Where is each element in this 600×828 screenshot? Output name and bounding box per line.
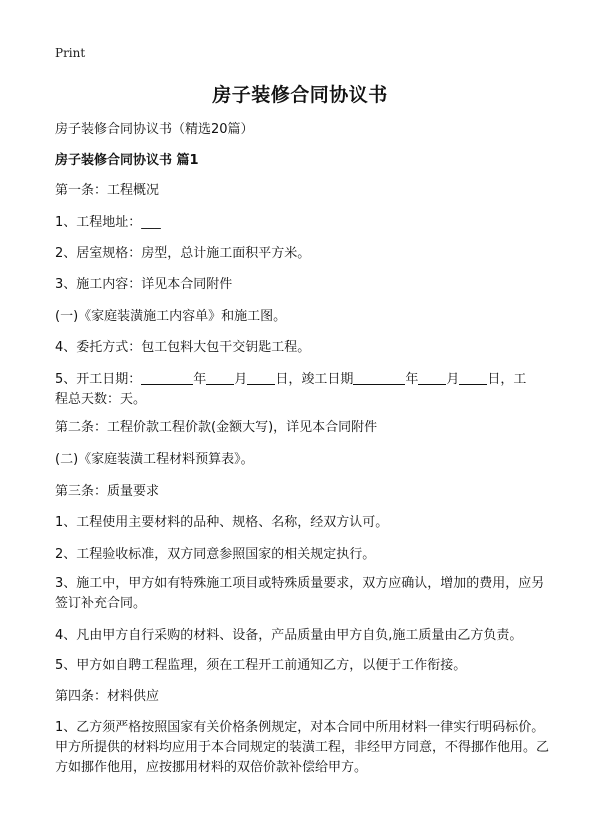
article-3-item-5: 5、甲方如自聘工程监理，须在工程开工前通知乙方，以便于工作衔接。 [55, 658, 467, 673]
article-1-item-2: 2、居室规格：房型，总计施工面积平方米。 [55, 246, 311, 261]
article-4-title: 第四条：材料供应 [55, 689, 160, 704]
day-end-label: 日，竣工日期 [275, 372, 354, 387]
article-1-item-4: 4、委托方式：包工包料大包干交钥匙工程。 [55, 340, 311, 355]
article-3-item-2: 2、工程验收标准，双方同意参照国家的相关规定执行。 [55, 547, 376, 562]
article-1-item-3-sub: (一)《家庭装潢施工内容单》和施工图。 [55, 309, 287, 324]
article-3-item-3: 3、施工中，甲方如有特殊施工项目或特殊质量要求，双方应确认，增加的费用，应另签订补充合同。 [55, 576, 545, 611]
year-label-2: 年 [405, 372, 419, 387]
blank-line [459, 370, 487, 385]
blank-line [418, 370, 446, 385]
article-1-item-1: 1、工程地址：___ [55, 215, 161, 230]
article-1-item-5 [55, 370, 550, 390]
month-label-2: 月 [446, 372, 460, 387]
document-title: 房子装修合同协议书 [212, 84, 388, 106]
blank-line [141, 370, 193, 385]
article-1-item-3: 3、施工内容：详见本合同附件 [55, 277, 233, 292]
article-3-item-1: 1、工程使用主要材料的品种、规格、名称，经双方认可。 [55, 515, 389, 530]
blank-line [353, 370, 405, 385]
item-5-start-label: 5、开工日期： [55, 372, 142, 387]
article-2-title: 第二条：工程价款工程价款(金额大写)，详见本合同附件 [55, 420, 378, 435]
article-3-item-4: 4、凡由甲方自行采购的材料、设备，产品质量由甲方自负,施工质量由乙方负责。 [55, 628, 523, 643]
article-1-item-5-cont: 程总天数：天。 [55, 392, 147, 407]
article-4-item-1: 1、乙方须严格按照国家有关价格条例规定，对本合同中所用材料一律实行明码标价。甲方所提供的材料均应用于本合同规定的装潢工程，非经甲方同意，不得挪作他用。乙方如挪作他用，应按挪用材料的双倍价款补偿给甲方。 [55, 720, 550, 775]
article-3-title: 第三条：质量要求 [55, 484, 160, 499]
month-label: 月 [234, 372, 248, 387]
article-2-sub: (二)《家庭装潢工程材料预算表》。 [55, 452, 254, 467]
year-label: 年 [193, 372, 207, 387]
article-1-title: 第一条：工程概况 [55, 183, 160, 198]
blank-line [206, 370, 234, 385]
document-subtitle: 房子装修合同协议书（精选20篇） [55, 122, 254, 137]
day-label-2: 日，工 [487, 372, 527, 387]
print-label[interactable]: Print [55, 46, 86, 60]
section-heading: 房子装修合同协议书 篇1 [55, 153, 199, 168]
blank-line [247, 370, 275, 385]
